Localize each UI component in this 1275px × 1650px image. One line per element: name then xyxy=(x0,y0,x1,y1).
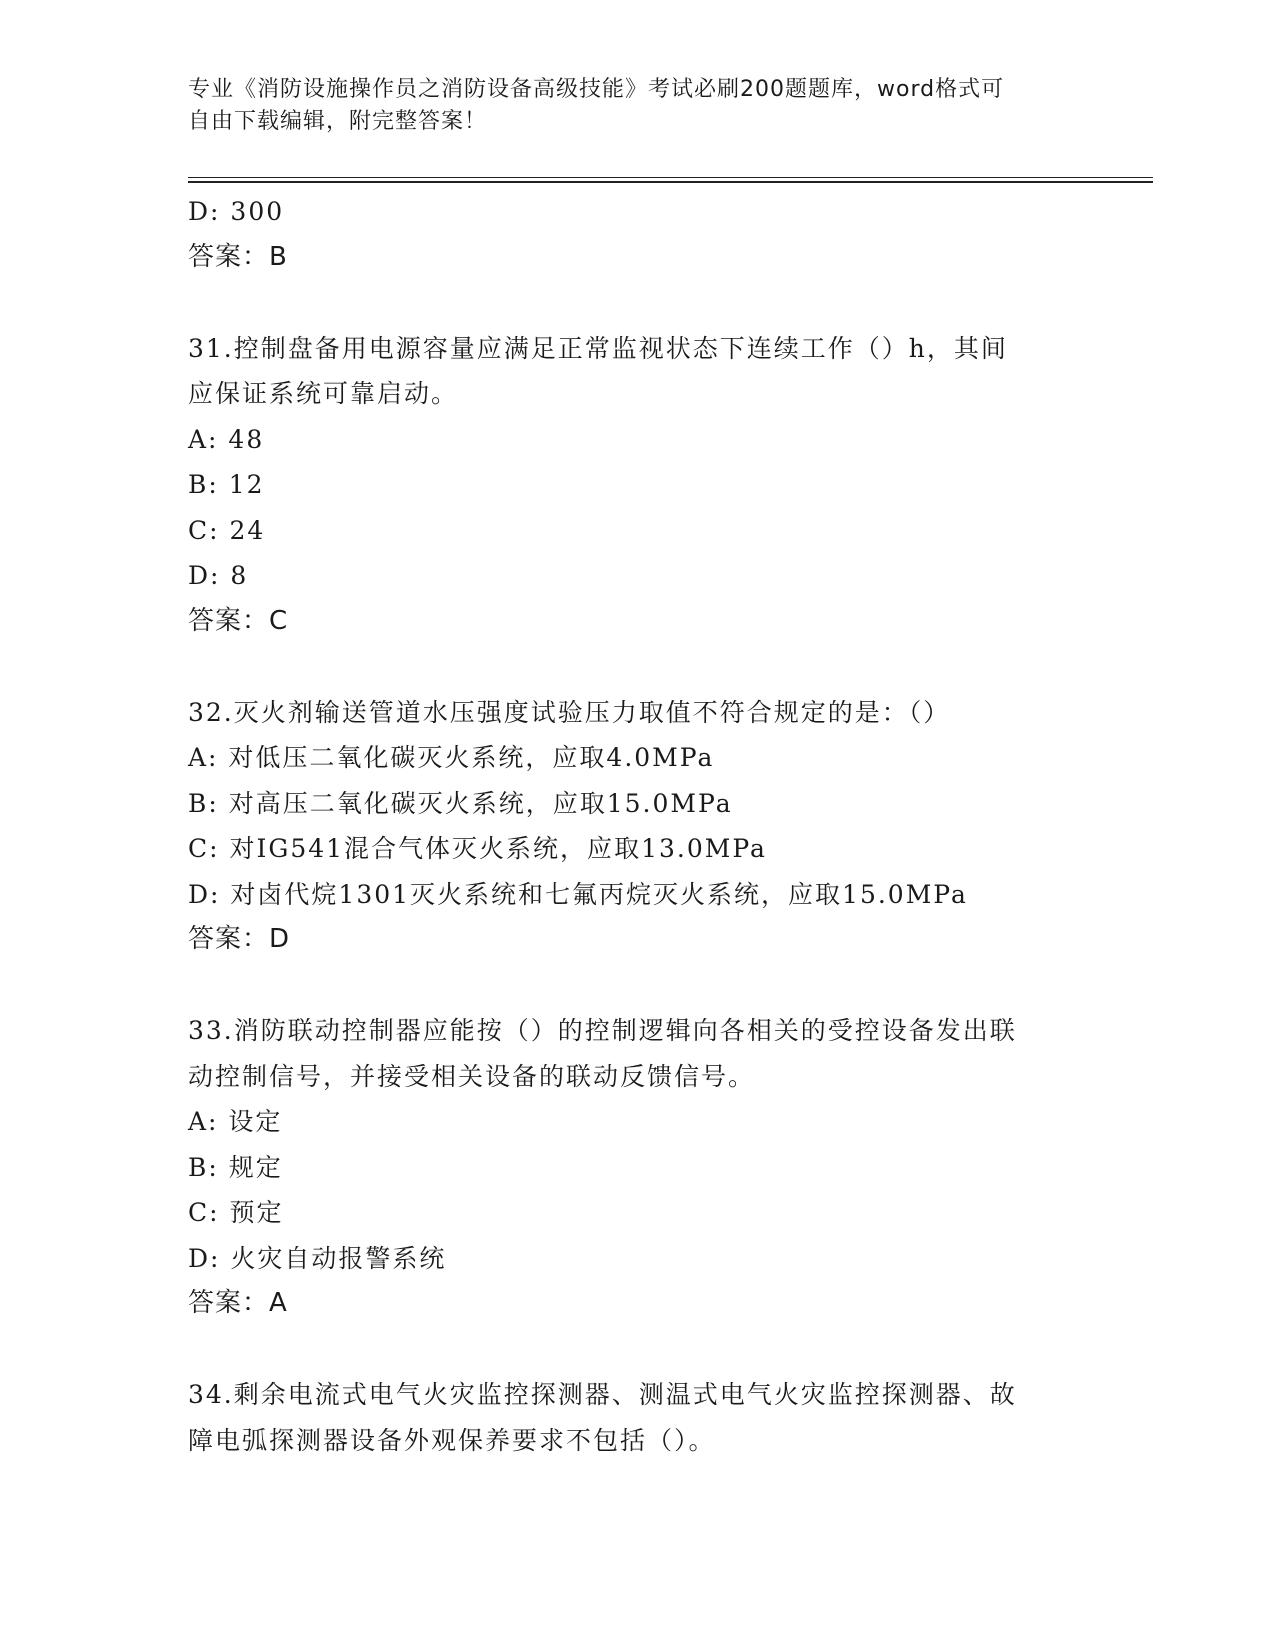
question-32 xyxy=(188,690,1088,963)
answer-line: 答案：B xyxy=(188,241,288,272)
question-33 xyxy=(188,1008,1088,1327)
option-c: C: 对IG541混合气体灭火系统，应取13.0MPa xyxy=(188,834,767,863)
option-d: D: 对卤代烷1301灭火系统和七氟丙烷灭火系统，应取15.0MPa xyxy=(188,879,968,909)
question-stem-line: 31.控制盘备用电源容量应满足正常监视状态下连续工作（）h，其间 xyxy=(188,333,1008,363)
page-header xyxy=(188,74,1088,138)
question-stem-line: 障电弧探测器设备外观保养要求不包括（）。 xyxy=(188,1425,716,1455)
header-divider-thick xyxy=(188,181,1153,183)
option-b: B: 对高压二氧化碳灭火系统，应取15.0MPa xyxy=(188,788,733,818)
option-b: B: 12 xyxy=(188,470,265,499)
option-c: C: 预定 xyxy=(188,1198,284,1227)
answer-line: 答案：A xyxy=(188,1288,288,1318)
option-c: C: 24 xyxy=(188,515,266,545)
question-stem-line: 动控制信号，并接受相关设备的联动反馈信号。 xyxy=(188,1061,756,1091)
header-divider-thin xyxy=(188,177,1153,178)
option-a: A: 对低压二氧化碳灭火系统，应取4.0MPa xyxy=(188,743,715,772)
question-stem-line: 应保证系统可靠启动。 xyxy=(188,379,459,408)
question-stem-line: 33.消防联动控制器应能按（）的控制逻辑向各相关的受控设备发出联 xyxy=(188,1016,1017,1045)
question-34 xyxy=(188,1372,1088,1463)
header-line-2: 自由下载编辑，附完整答案！ xyxy=(188,109,488,134)
option-a: A: 设定 xyxy=(188,1107,283,1136)
option-b: B: 规定 xyxy=(188,1152,283,1182)
option-a: A: 48 xyxy=(188,424,265,454)
question-stem-line: 34.剩余电流式电气火灾监控探测器、测温式电气火灾监控探测器、故 xyxy=(188,1380,1017,1409)
header-line-1: 专业《消防设施操作员之消防设备高级技能》考试必刷200题题库，word格式可 xyxy=(188,77,1005,102)
answer-line: 答案：D xyxy=(188,924,291,954)
question-content xyxy=(188,189,1088,1463)
option-d: D: 8 xyxy=(188,561,249,590)
option-d: D: 300 xyxy=(188,197,285,226)
question-31 xyxy=(188,326,1088,645)
answer-line: 答案：C xyxy=(188,605,289,636)
option-d: D: 火灾自动报警系统 xyxy=(188,1243,447,1273)
question-stem-line: 32.灭火剂输送管道水压强度试验压力取值不符合规定的是：（） xyxy=(188,697,951,727)
